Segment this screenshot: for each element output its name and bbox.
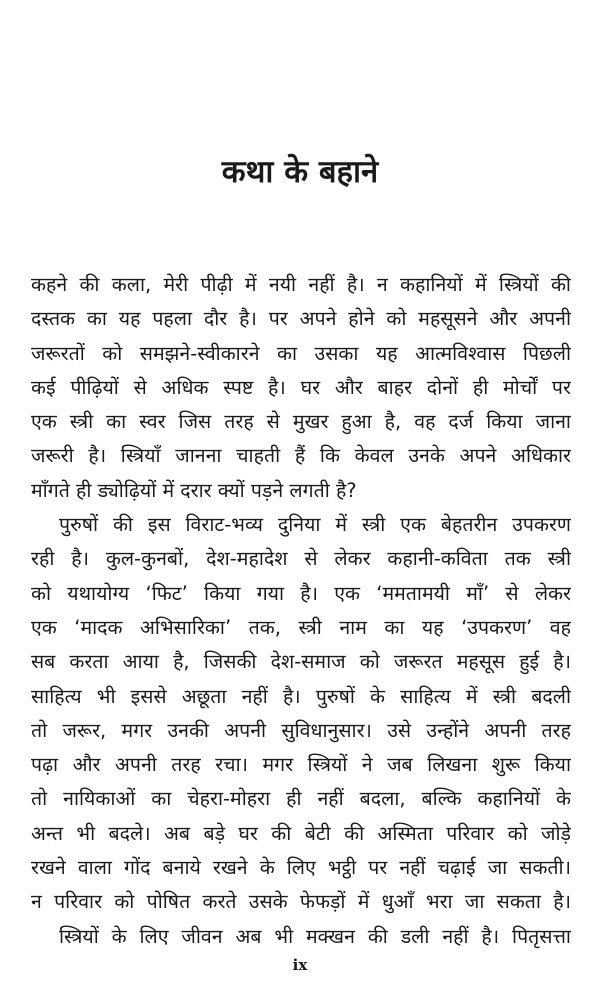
text-line: जरूरी है। स्त्रियाँ जानना चाहती हैं कि केवल उनके अपने अधिकार	[31, 444, 571, 468]
text-line: न परिवार को पोषित करते उसके फेफड़ों में धुआँ भरा जा सकता है।	[31, 890, 571, 914]
text-line: पढ़ा और अपनी तरह रचा। मगर स्त्रियों ने जब लिखना शुरू किया	[31, 753, 571, 777]
text-line: एक ‘मादक अभिसारिका’ तक, स्त्री नाम का यह ‘उपकरण’ वह	[31, 615, 571, 639]
text-line: दस्तक का यह पहला दौर है। पर अपने होने को महसूसने और अपनी	[31, 307, 571, 331]
text-line: जरूरतों को समझने-स्वीकारने का उसका यह आत्मविश्वास पिछली	[31, 341, 571, 365]
body-text	[31, 268, 571, 954]
text-line: साहित्य भी इससे अछूता नहीं है। पुरुषों के साहित्य में स्त्री बदली	[31, 684, 571, 708]
text-line: कहने की कला, मेरी पीढ़ी में नयी नहीं है। न कहानियों में स्त्रियों की	[31, 273, 571, 296]
page-number: ix	[292, 956, 308, 974]
text-line: रही है। कुल-कुनबों, देश-महादेश से लेकर कहानी-कविता तक स्त्री	[31, 547, 571, 571]
text-line: तो नायिकाओं का चेहरा-मोहरा ही नहीं बदला, बल्कि कहानियों के	[31, 787, 571, 811]
text-line: माँगते ही ड्योढ़ियों में दरार क्यों पड़ने लगती है?	[31, 478, 357, 502]
text-line: सब करता आया है, जिसकी देश-समाज को जरूरत महसूस हुई है।	[31, 650, 571, 674]
text-line: कई पीढ़ियों से अधिक स्पष्ट है। घर और बाहर दोनों ही मोर्चों पर	[31, 375, 571, 399]
text-line: पुरुषों की इस विराट-भव्य दुनिया में स्त्री एक बेहतरीन उपकरण	[59, 513, 571, 537]
chapter-title: कथा के बहाने	[221, 154, 379, 190]
text-line: एक स्त्री का स्वर जिस तरह से मुखर हुआ है, वह दर्ज किया जाना	[31, 410, 571, 434]
text-line: रखने वाला गोंद बनाये रखने के लिए भट्ठी पर नहीं चढ़ाई जा सकती।	[31, 856, 571, 880]
text-line: तो जरूर, मगर उनकी अपनी सुविधानुसार। उसे उन्होंने अपनी तरह	[31, 718, 571, 742]
text-line: स्त्रियों के लिए जीवन अब भी मक्खन की डली नहीं है। पितृसत्ता	[59, 924, 571, 948]
text-line: अन्त भी बदले। अब बड़े घर की बेटी की अस्मिता परिवार को जोड़े	[31, 821, 571, 845]
text-line: को यथायोग्य ‘फिट’ किया गया है। एक ‘ममतामयी माँ’ से लेकर	[31, 581, 571, 605]
